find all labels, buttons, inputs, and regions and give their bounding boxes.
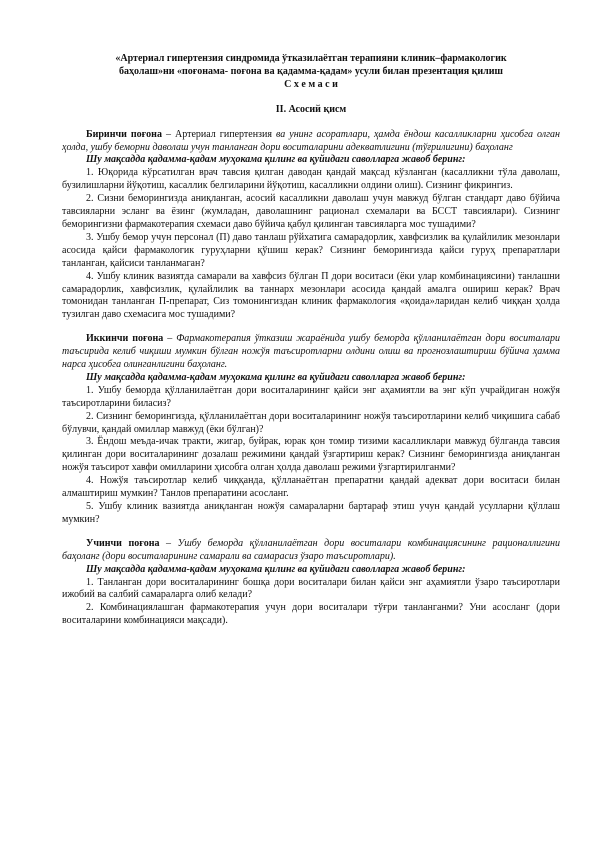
stage-1-label: Биринчи поғона (86, 128, 162, 140)
stage-1-question-2: 2. Сизни беморингизда аниқланган, асосий касалликни даволаш учун мавжуд бўлган стандарт даво бўйича тавсияларни эсланг ва ёзинг (жумладан, даволашнинг рационал схемалари ва БССТ тавсиялари). Сизнинг беморингизни фармакотерапия схемаси даво бўйича қабул қилинган тавсияларга мос тушадими? (62, 193, 560, 230)
title-line-2: баҳолаш»ни «поғонама- поғона ва қадамма-қадам» усули билан презентация қилиш (119, 65, 503, 77)
document-title (62, 53, 560, 92)
stage-3-task: Шу мақсадда қадамма-қадам муҳокама қилинг ва қуйидаги саволларга жавоб беринг: (86, 563, 466, 575)
stage-1-question-1: 1. Юқорида кўрсатилган врач тавсия қилган даводан қандай мақсад кўзланган (касалликни тўла даволаш, бузилишларни йўқотиш, касаллик белгиларини йўқотиш, касалликни олдини олиш). Сизнинг фикрингиз. (62, 167, 560, 192)
stage-1-question-4: 4. Ушбу клиник вазиятда самарали ва хавфсиз бўлган П дори воситаси (ёки улар комбинациясини) танлашни самарадорлик, хавфсизлик, қулайлилик ва таннарх мезонлари асосида қандай амалга ошириш керак? Врач томонидан танланган П-препарат, Сиз томонингиздан клиник фармакология «қоида»ларидан келиб чиққан ҳолда тузилган даво схемасига мос тушадими? (62, 270, 560, 321)
stage-1-task: Шу мақсадда қадамма-қадам муҳокама қилинг ва қуйидаги саволларга жавоб беринг: (86, 154, 466, 166)
stage-2-intro (62, 333, 560, 372)
stage-1-dash: – Артериал гипертензия (161, 128, 276, 140)
stage-3-label: Учинчи поғона (86, 537, 160, 549)
stage-3-question-2: 2. Комбинациялашган фармакотерапия учун дори воситалари тўғри танланганми? Уни асосланг (дори воситаларини комбинацияси мақсади). (62, 602, 560, 627)
section-heading: II. Асосий қисм (275, 103, 347, 115)
stage-1-question-3: 3. Ушбу бемор учун персонал (П) даво танлаш рўйхатига самарадорлик, хавфсизлик ва қулайлилик мезонлари асосида қайси фармакологик гуруҳларни қўшиш керак? Сизнинг беморингизда қайси гуруҳ препаратлари танланган, қайсиси танланмаган? (62, 231, 560, 269)
stage-2-question-2: 2. Сизнинг беморингизда, қўлланилаётган дори воситаларининг ножўя таъсиротларини келиб чиқишига сабаб бўлувчи, қандай омиллар мавжуд (ёки бўлган)? (62, 410, 560, 435)
stage-2-description: Фармакотерапия ўтказиш жараёнида ушбу беморда қўлланилаётган дори воситалари таъсирида келиб чиқиши мумкин бўлган ножўя таъсиротларни олдини олиш ва прогнозлаштириш бўйича ҳамма нарса ҳисобга олинганлигини баҳоланг. (62, 333, 560, 371)
title-line-1: «Артериал гипертензия синдромида ўтказилаётган терапияни клиник–фармакологик (115, 53, 507, 64)
stage-2-task: Шу мақсадда қадамма-қадам муҳокама қилинг ва қуйидаги саволларга жавоб беринг: (86, 371, 466, 383)
stage-3-question-1: 1. Танланган дори воситаларининг бошқа дори воситалари билан қайси энг аҳамиятли ўзаро таъсиротлари ижобий ва салбий самараларга олиб келади? (62, 576, 560, 601)
stage-2-dash: – (163, 333, 177, 345)
stage-2-label: Иккинчи поғона (86, 333, 164, 345)
stage-2-question-5: 5. Ушбу клиник вазиятда аниқланган ножўя самараларни бартараф этиш учун қандай усулларни қўллаш мумкин? (62, 501, 560, 525)
stage-3-dash: – (159, 537, 178, 549)
stage-2-question-1: 1. Ушбу беморда қўлланилаётган дори воситаларининг қайси энг аҳамиятли ва энг кўп учрайдиган ножўя таъсиротларини биласиз? (62, 384, 560, 409)
title-line-3: С х е м а с и (284, 78, 338, 90)
stage-2-question-3: 3. Ёндош меъда-ичак тракти, жигар, буйрак, юрак қон томир тизими касалликлари мавжуд бўлганда тавсия қилинган дори воситаларининг дозалаш режимини қандай ўзгартириш керак? Сизнинг беморингизда аниқланган ножўя таъсирот хавфи омилларини ҳисобга олган ҳолда даволаш режими ўзгартирилганми? (62, 436, 560, 474)
stage-3-description: Ушбу беморда қўлланилаётган дори воситалари комбинациясининг рационаллигини баҳоланг (дори воситаларининг самарали ва самарасиз ўзаро таъсиротлари). (62, 537, 561, 562)
stage-3-intro (62, 538, 560, 564)
stage-2-question-4: 4. Ножўя таъсиротлар келиб чиққанда, қўлланаётган препаратни қандай адекват дори воситаси билан алмаштириш мумкин? Танлов препаратини асосланг. (62, 475, 560, 500)
stage-1-intro (62, 129, 560, 155)
stage-1-description: ва унинг асоратлари, ҳамда ёндош касалликларни ҳисобга олган ҳолда, ушбу беморни даволаш учун танланган дори воситаларини адекватлигини (тўғрилигини) баҳоланг (62, 128, 560, 153)
